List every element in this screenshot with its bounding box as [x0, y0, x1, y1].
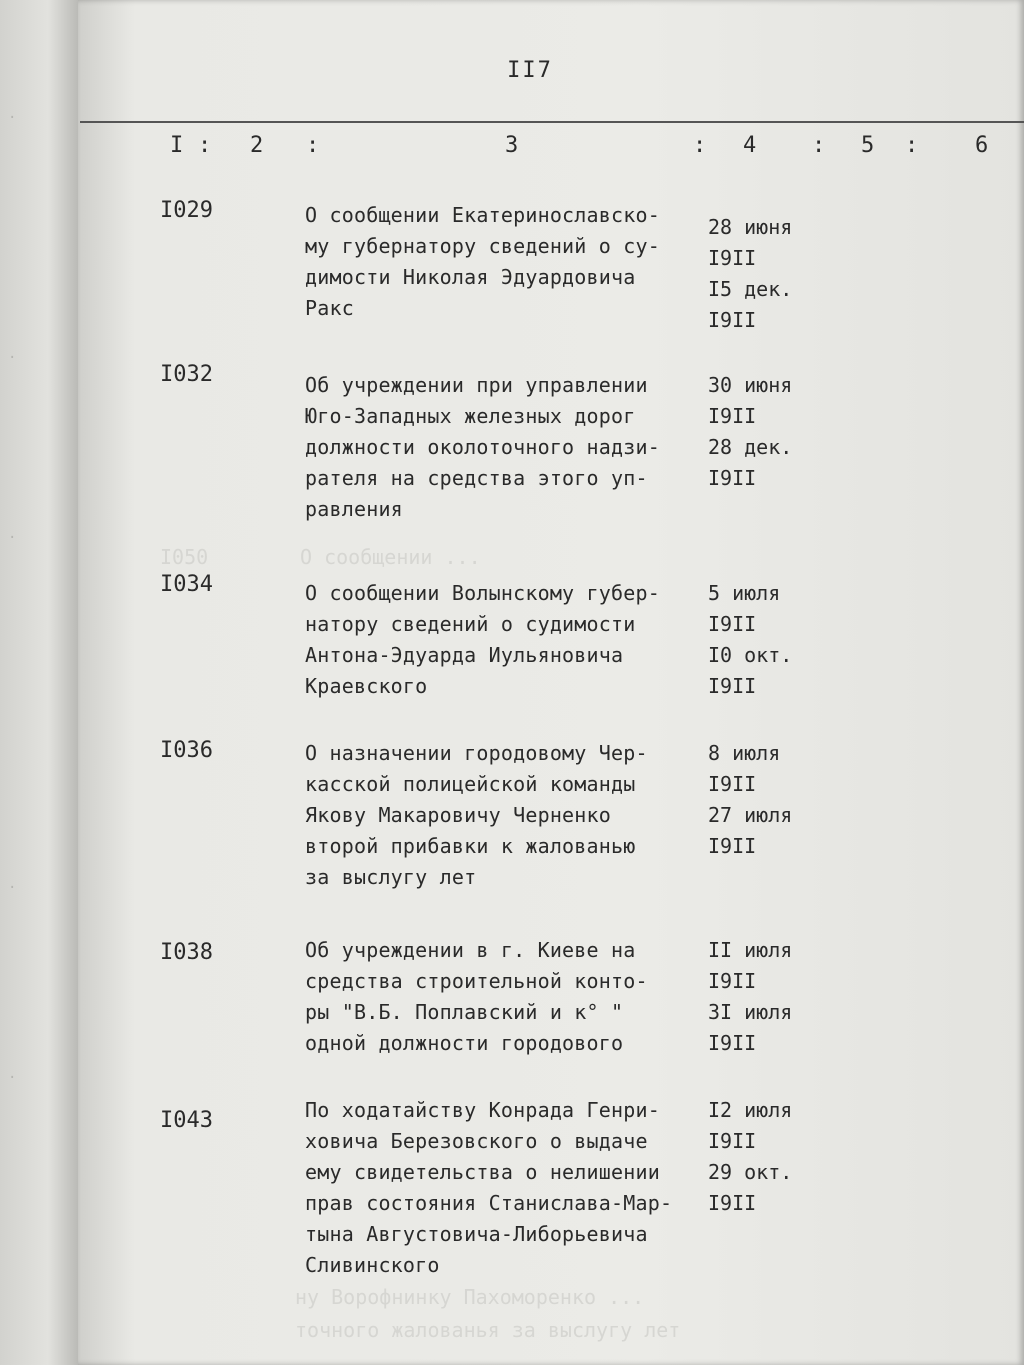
end-year: I9II — [708, 308, 757, 332]
entry-description — [305, 578, 660, 702]
entry-line: натору сведений о судимости — [305, 612, 636, 636]
entry-number: I038 — [160, 940, 213, 965]
end-date: 29 окт. — [708, 1160, 793, 1184]
bleed-through-text: I050 — [160, 545, 209, 569]
entry-number: I034 — [160, 572, 213, 597]
column-separator: : — [693, 133, 707, 158]
start-date: I2 июля — [708, 1098, 793, 1122]
entry-line: Якову Макаровичу Черненко — [305, 803, 612, 827]
entry-description — [305, 1095, 672, 1281]
entry-description — [305, 935, 648, 1059]
entry-line: О назначении городовому Чер- — [305, 741, 648, 765]
bleed-through-text: точного жалованья за выслугу лет — [295, 1318, 681, 1342]
entry-dates — [708, 578, 792, 702]
margin-mark: · — [8, 110, 17, 126]
column-header-5: 5 — [861, 133, 875, 158]
start-date: 28 июня — [708, 215, 793, 239]
entry-dates — [708, 935, 792, 1059]
margin-mark: · — [8, 350, 17, 366]
entry-line: равления — [305, 497, 403, 521]
previous-page-edge — [0, 0, 80, 1365]
entry-line: должности околоточного надзи- — [305, 435, 660, 459]
start-year: I9II — [708, 969, 757, 993]
end-date: I0 окт. — [708, 643, 793, 667]
entry-number: I043 — [160, 1108, 213, 1133]
column-separator: : — [306, 133, 320, 158]
entry-number: I036 — [160, 738, 213, 763]
entry-description — [305, 200, 660, 324]
entry-dates — [708, 738, 792, 862]
entry-line: второй прибавки к жалованью — [305, 834, 636, 858]
end-date: 27 июля — [708, 803, 793, 827]
start-date: 30 июня — [708, 373, 793, 397]
start-date: 5 июля — [708, 581, 781, 605]
entry-line: прав состояния Станислава-Мар- — [305, 1191, 673, 1215]
start-year: I9II — [708, 1129, 757, 1153]
entry-line: рателя на средства этого уп- — [305, 466, 648, 490]
entry-line: средства строительной конто- — [305, 969, 648, 993]
column-header-4: 4 — [743, 133, 757, 158]
end-date: 28 дек. — [708, 435, 793, 459]
entry-line: тына Августовича-Либорьевича — [305, 1222, 648, 1246]
end-year: I9II — [708, 1031, 757, 1055]
start-year: I9II — [708, 246, 757, 270]
start-date: II июля — [708, 938, 793, 962]
end-date: 3I июля — [708, 1000, 793, 1024]
end-year: I9II — [708, 1191, 757, 1215]
entry-line: Антона-Эдуарда Иульяновича — [305, 643, 624, 667]
entry-line: О сообщении Екатеринославско- — [305, 203, 660, 227]
column-header-2: 2 — [250, 133, 264, 158]
start-year: I9II — [708, 612, 757, 636]
entry-line: одной должности городового — [305, 1031, 624, 1055]
entry-line: димости Николая Эдуардовича — [305, 265, 636, 289]
column-header-1: I — [170, 133, 184, 158]
entry-line: ему свидетельства о нелишении — [305, 1160, 660, 1184]
margin-mark: · — [8, 880, 17, 896]
bleed-through-text: ну Ворофнинку Пахоморенко ... — [295, 1285, 645, 1309]
entry-line: О сообщении Волынскому губер- — [305, 581, 660, 605]
start-year: I9II — [708, 404, 757, 428]
entry-line: Юго-Западных железных дорог — [305, 404, 636, 428]
entry-line: Сливинского — [305, 1253, 440, 1277]
entry-description — [305, 738, 648, 893]
entry-number: I029 — [160, 198, 213, 223]
start-date: 8 июля — [708, 741, 781, 765]
entry-line: По ходатайству Конрада Генри- — [305, 1098, 660, 1122]
entry-line: ры "В.Б. Поплавский и к° " — [305, 1000, 624, 1024]
end-year: I9II — [708, 834, 757, 858]
start-year: I9II — [708, 772, 757, 796]
entry-dates — [708, 212, 792, 336]
entry-line: Об учреждении в г. Киеве на — [305, 938, 636, 962]
column-separator: : — [198, 133, 212, 158]
header-rule — [80, 121, 1024, 123]
entry-line: Ракс — [305, 296, 354, 320]
end-date: I5 дек. — [708, 277, 793, 301]
end-year: I9II — [708, 674, 757, 698]
entry-line: за выслугу лет — [305, 865, 477, 889]
entry-dates — [708, 370, 792, 494]
end-year: I9II — [708, 466, 757, 490]
margin-mark: · — [8, 1070, 17, 1086]
column-separator: : — [812, 133, 826, 158]
column-header-6: 6 — [975, 133, 989, 158]
entry-description — [305, 370, 660, 525]
margin-mark: · — [8, 530, 17, 546]
column-separator: : — [905, 133, 919, 158]
entry-number: I032 — [160, 362, 213, 387]
entry-line: му губернатору сведений о су- — [305, 234, 660, 258]
page-number: II7 — [507, 58, 553, 83]
entry-line: касской полицейской команды — [305, 772, 636, 796]
entry-dates — [708, 1095, 792, 1219]
bleed-through-text: О сообщении ... — [300, 545, 481, 569]
entry-line: Краевского — [305, 674, 428, 698]
entry-line: Об учреждении при управлении — [305, 373, 648, 397]
entry-line: ховича Березовского о выдаче — [305, 1129, 648, 1153]
column-header-3: 3 — [505, 133, 519, 158]
